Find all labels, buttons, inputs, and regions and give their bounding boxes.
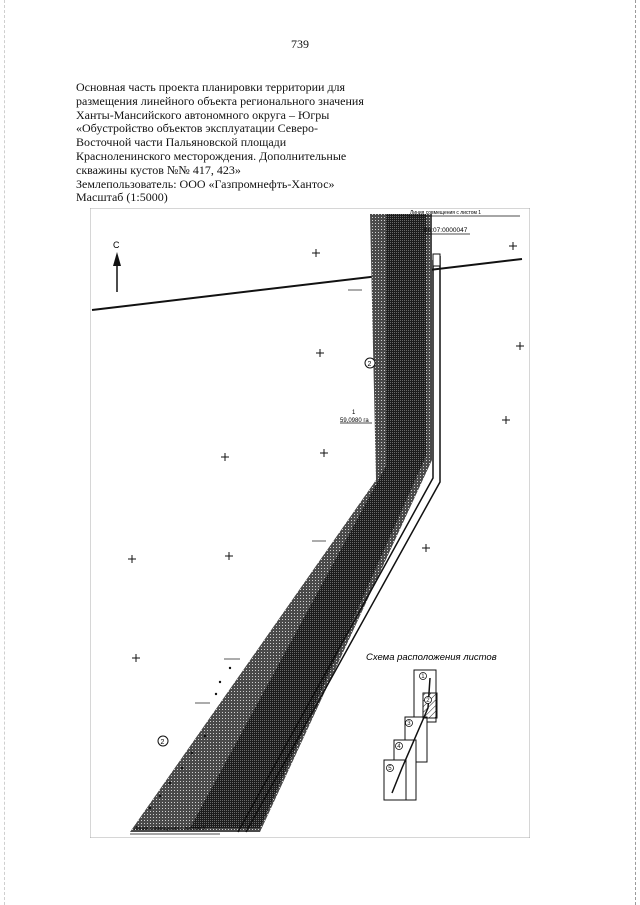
match-line-top-label: Линия совмещения с листом 1 bbox=[410, 210, 482, 216]
document-header bbox=[76, 81, 376, 205]
planning-map bbox=[90, 208, 530, 838]
scheme-sheet-1: 1 bbox=[421, 674, 425, 681]
header-line: Красноленинского месторождения. Дополнительные bbox=[76, 148, 347, 163]
header-line: Восточной части Пальяновской площади bbox=[76, 135, 287, 150]
header-line: Ханты-Мансийского автономного округа – Югры bbox=[76, 107, 330, 122]
area-label: 59,0980 га bbox=[340, 418, 369, 424]
scheme-sheet-5: 5 bbox=[388, 766, 392, 773]
page-number: 739 bbox=[291, 37, 309, 51]
north-arrow-icon bbox=[113, 252, 121, 292]
land-user-line: Землепользователь: ООО «Газпромнефть-Хантос» bbox=[76, 176, 335, 191]
scheme-sheet-2: 2 bbox=[426, 698, 430, 705]
match-line-bottom-label: Линия совмещения с листом 3 bbox=[134, 826, 206, 832]
header-line: «Обустройство объектов эксплуатации Северо- bbox=[76, 121, 319, 136]
header-line: скважины кустов №№ 417, 423» bbox=[76, 162, 241, 177]
parcel-code-label: 86:07:0000047 bbox=[424, 227, 468, 234]
sheet-layout-scheme bbox=[384, 670, 437, 800]
planning-map-svg bbox=[90, 208, 530, 838]
scheme-sheet-3: 3 bbox=[407, 721, 411, 728]
header-line: Основная часть проекта планировки территории для bbox=[76, 80, 346, 94]
zone-marker-upper-label: 2 bbox=[367, 361, 372, 368]
scale-line: Масштаб (1:5000) bbox=[76, 190, 168, 205]
header-line: размещения линейного объекта регионального значения bbox=[76, 93, 364, 108]
scan-edge-left bbox=[4, 0, 6, 905]
north-label: С bbox=[113, 240, 120, 250]
zone-marker-lower-label: 2 bbox=[160, 739, 165, 746]
scheme-title: Схема расположения листов bbox=[366, 652, 497, 663]
scan-edge-right bbox=[634, 0, 636, 905]
area-marker: 1 bbox=[352, 410, 356, 416]
road-line bbox=[92, 259, 522, 310]
line-start-marker bbox=[433, 254, 440, 266]
scheme-sheet-4: 4 bbox=[397, 744, 401, 751]
